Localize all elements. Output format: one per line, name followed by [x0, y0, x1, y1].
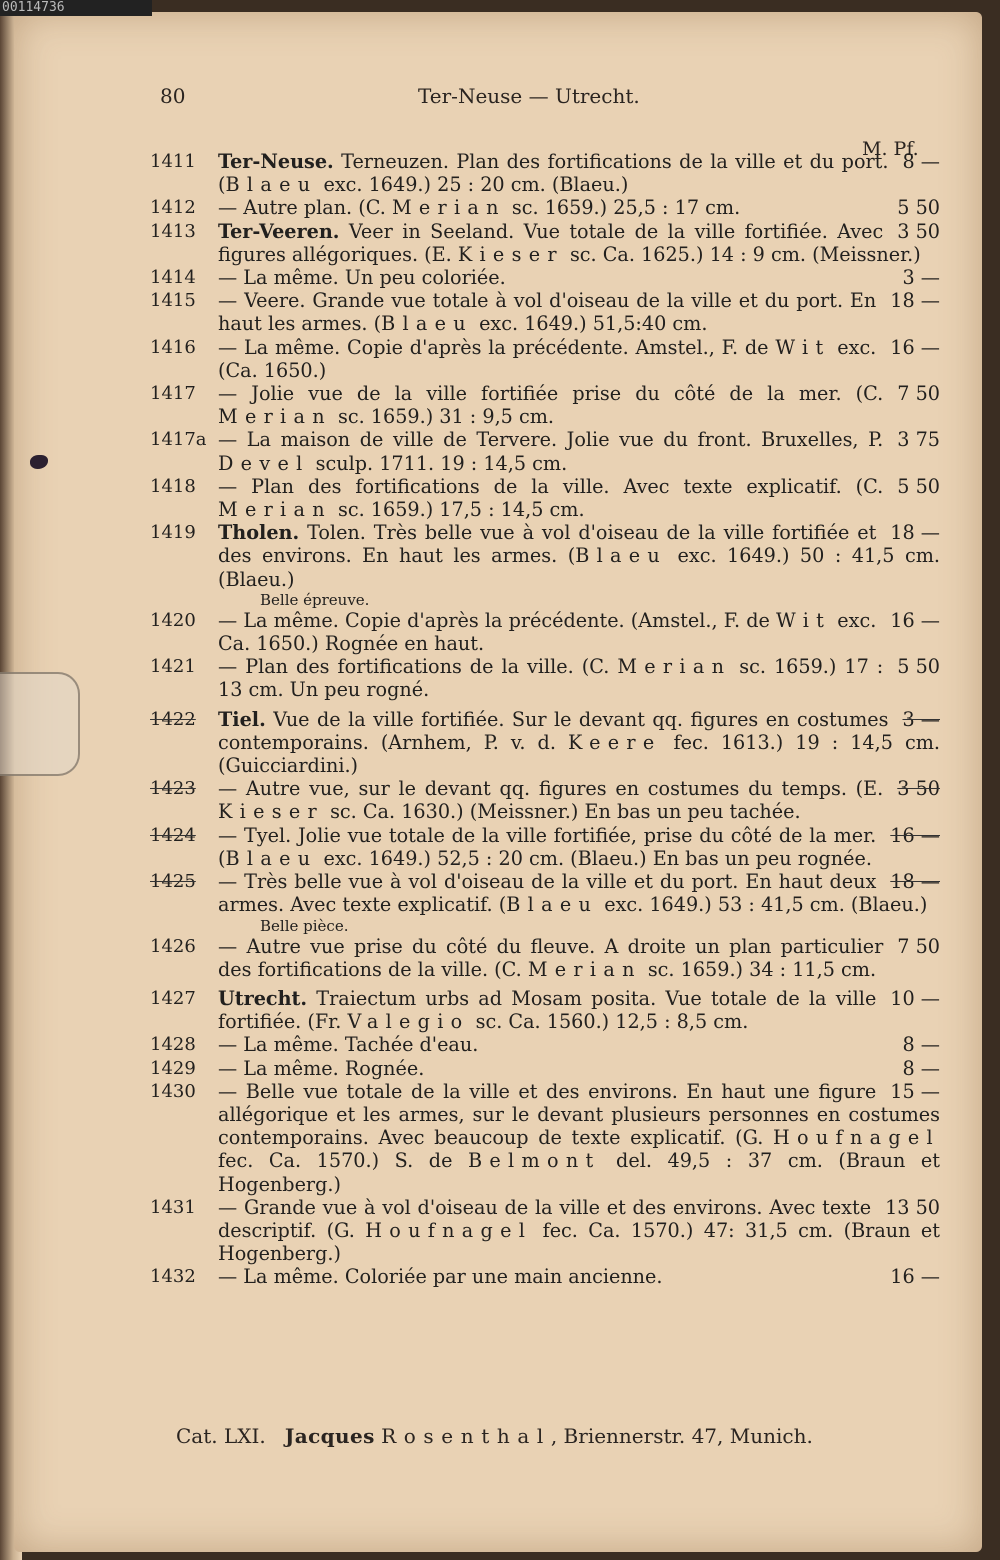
catalog-entry	[150, 609, 940, 655]
entry-text: exc. Ca. 1650.) Rognée en haut.	[218, 608, 877, 656]
entry-description	[218, 870, 940, 916]
entry-description	[218, 655, 940, 701]
entry-number: 1423	[150, 778, 196, 800]
entry-text: — La même. Un peu coloriée.	[218, 266, 506, 290]
entry-heading: Tiel.	[218, 707, 266, 731]
entry-description	[218, 708, 940, 778]
entry-description	[218, 150, 940, 196]
bookmark-clip	[0, 672, 80, 776]
entry-text: fec. 1613.) 19 : 14,5 cm. (Guicciardini.)	[218, 730, 940, 778]
entry-description	[218, 987, 940, 1033]
entry-description	[218, 521, 940, 591]
entry-text: — Autre vue, sur le devant qq. figures en costumes du temps. (E.	[218, 777, 884, 801]
entry-text: — La même. Copie d'après la précédente. Amstel., F. de	[218, 335, 776, 359]
entry-text: exc. 1649.) 25 : 20 cm. (Blaeu.)	[317, 173, 629, 197]
catalog-entry	[150, 777, 940, 823]
entry-text: sc. 1659.) 17,5 : 14,5 cm.	[331, 498, 585, 522]
entry-price: 8 —	[902, 150, 940, 173]
entry-text: fec. Ca. 1570.) S. de	[218, 1149, 468, 1173]
entry-description	[218, 1265, 940, 1288]
entry-text: sc. 1659.) 31 : 9,5 cm.	[331, 405, 555, 429]
entry-number: 1413	[150, 220, 196, 242]
engraver-name: Merian	[218, 498, 332, 522]
catalog-entry	[150, 220, 940, 266]
entry-text: fec. Ca. 1570.) 47: 31,5 cm. (Braun et Hogenberg.)	[218, 1218, 940, 1266]
entry-price: 7 50	[897, 934, 940, 958]
entry-text: — Autre vue prise du côté du fleuve. A droite un plan particulier des fortifications de la ville. (C.	[218, 934, 884, 981]
entry-description	[218, 1080, 940, 1196]
entry-text: — Très belle vue à vol d'oiseau de la ville et du port. En haut deux armes. Avec texte explicatif. (	[218, 870, 877, 917]
engraver-name: Wit	[775, 335, 831, 359]
entry-price: 3 —	[902, 707, 940, 731]
running-title: Ter-Neuse — Utrecht.	[418, 84, 640, 108]
catalog-entry	[150, 428, 940, 474]
entry-number: 1422	[150, 708, 196, 730]
catalog-entry	[150, 521, 940, 609]
entry-text: — Belle vue totale de la ville et des environs. En haut une figure allégorique et les armes, sur le devant plusieurs personnes en costumes contemporains. Avec beaucoup de texte explicatif. (G.	[218, 1079, 940, 1150]
catalog-entry	[150, 289, 940, 335]
entry-text: — Plan des fortifications de la ville. Avec texte explicatif. (C.	[218, 474, 884, 498]
entry-price: 8 —	[902, 1033, 940, 1057]
entry-number: 1418	[150, 475, 196, 497]
catalog-entry	[150, 1033, 940, 1056]
entry-description	[218, 824, 940, 870]
entry-number: 1429	[150, 1057, 196, 1079]
catalog-entries	[150, 150, 940, 1289]
entry-description	[218, 475, 940, 521]
engraver-name: Devel	[218, 451, 310, 475]
entry-text: — Jolie vue de la ville fortifiée prise du côté de la mer. (C.	[218, 382, 884, 406]
entry-number: 1426	[150, 935, 196, 957]
engraver-name: Keere	[567, 730, 662, 754]
engraver-name: Blaeu	[225, 173, 318, 197]
entry-price: 5 50	[897, 196, 940, 220]
entry-number: 1414	[150, 267, 196, 289]
entry-price: 8 —	[902, 1056, 940, 1080]
engraver-name: Blaeu	[225, 846, 318, 870]
entry-description	[218, 1033, 940, 1056]
page-number: 80	[160, 84, 186, 108]
entry-number: 1424	[150, 824, 196, 846]
entry-description	[218, 196, 940, 219]
entry-price: 15 —	[890, 1079, 940, 1103]
entry-number: 1425	[150, 871, 196, 893]
entry-text: — La même. Coloriée par une main ancienne.	[218, 1265, 663, 1289]
entry-price: 5 50	[897, 474, 940, 498]
entry-text: exc. 1649.) 52,5 : 20 cm. (Blaeu.) En bas un peu rognée.	[317, 846, 872, 870]
entry-text: — Autre plan. (C.	[218, 196, 392, 220]
entry-text: Terneuzen. Plan des fortifications de la ville et du port. (	[218, 150, 889, 197]
entry-number: 1427	[150, 987, 196, 1009]
entry-text: del. 49,5 : 37 cm. (Braun et Hogenberg.)	[218, 1149, 940, 1196]
entry-heading: Ter-Neuse.	[218, 150, 334, 173]
entry-description	[218, 289, 940, 335]
currency-header: M. Pf.	[862, 138, 919, 160]
catalog-entry	[150, 935, 940, 981]
entry-text: sc. Ca. 1630.) (Meissner.) En bas un peu tachée.	[323, 800, 801, 824]
catalog-entry	[150, 266, 940, 289]
entry-text: exc. 1649.) 51,5:40 cm.	[472, 312, 708, 336]
engraver-name: Merian	[391, 196, 506, 220]
entry-description	[218, 1057, 940, 1080]
entry-price: 16 —	[890, 335, 940, 359]
catalog-entry	[150, 382, 940, 428]
entry-price: 13 50	[885, 1195, 940, 1219]
entry-number: 1420	[150, 609, 196, 631]
entry-price: 18 —	[890, 289, 940, 313]
catalog-entry	[150, 1265, 940, 1288]
entry-price: 18 —	[890, 870, 940, 894]
entry-number: 1430	[150, 1080, 196, 1102]
entry-number: 1419	[150, 522, 196, 544]
entry-description	[218, 382, 940, 428]
entry-price: 7 50	[897, 382, 940, 406]
scan-id-label: 00114736	[0, 0, 152, 16]
entry-number: 1411	[150, 151, 196, 172]
entry-text: Tolen. Très belle vue à vol d'oiseau de la ville fortifiée et des environs. En haut les armes. (	[218, 521, 877, 568]
entry-text: exc. (Ca. 1650.)	[218, 335, 877, 382]
entry-description	[218, 220, 940, 266]
page-footer	[176, 1424, 936, 1448]
entry-text: sc. 1659.) 34 : 11,5 cm.	[641, 957, 877, 981]
entry-number: 1417a	[150, 429, 207, 451]
engraver-name: Kieser	[218, 800, 324, 824]
entry-price: 3 50	[897, 777, 940, 801]
entry-text: exc. 1649.) 53 : 41,5 cm. (Blaeu.)	[598, 893, 928, 917]
engraver-name: Valegio	[347, 1010, 470, 1034]
dealer-address: , Briennerstr. 47, Munich.	[550, 1424, 813, 1448]
entry-text: — Tyel. Jolie vue totale de la ville fortifiée, prise du côté de la mer. (	[218, 823, 877, 870]
catalog-entry	[150, 1080, 940, 1196]
entry-text: — Grande vue à vol d'oiseau de la ville et des environs. Avec texte descriptif. (G.	[218, 1195, 872, 1242]
page-header	[0, 84, 1000, 110]
entry-number: 1416	[150, 336, 196, 358]
entry-number: 1415	[150, 290, 196, 312]
entry-price: 16 —	[890, 823, 940, 847]
entry-text: sc. Ca. 1560.) 12,5 : 8,5 cm.	[469, 1010, 749, 1034]
catalog-entry	[150, 196, 940, 219]
engraver-name: Blaeu	[506, 893, 599, 917]
entry-note: Belle épreuve.	[260, 590, 370, 609]
entry-text: — Plan des fortifications de la ville. (C.	[218, 655, 618, 679]
entry-text: sc. 1659.) 25,5 : 17 cm.	[505, 196, 741, 220]
catalog-entry	[150, 870, 940, 934]
entry-price: 3 50	[897, 219, 940, 243]
dealer-first-name: Jacques	[284, 1424, 375, 1448]
entry-price: 3 75	[897, 428, 940, 452]
entry-text: sc. 1659.) 17 : 13 cm. Un peu rogné.	[218, 655, 884, 702]
entry-number: 1412	[150, 197, 196, 219]
catalog-entry	[150, 708, 940, 778]
catalog-entry	[150, 1196, 940, 1266]
catalog-entry	[150, 1057, 940, 1080]
catalog-entry	[150, 987, 940, 1033]
entry-description	[218, 428, 940, 474]
engraver-name: Merian	[617, 655, 732, 679]
engraver-name: Houfnagel	[365, 1218, 533, 1242]
engraver-name: Wit	[776, 608, 832, 632]
entry-price: 10 —	[890, 986, 940, 1010]
engraver-name: Houfnagel	[773, 1126, 940, 1150]
entry-number: 1431	[150, 1196, 196, 1218]
entry-text: Vue de la ville fortifiée. Sur le devant qq. figures en costumes contemporains. (Arnhem, P. v. d.	[218, 707, 889, 754]
entry-text: — La même. Tachée d'eau.	[218, 1033, 479, 1057]
catalog-entry	[150, 824, 940, 870]
entry-note: Belle pièce.	[260, 916, 349, 935]
entry-heading: Ter-Veeren.	[218, 219, 340, 243]
engraver-name: Merian	[527, 957, 642, 981]
entry-price: 16 —	[890, 608, 940, 632]
entry-description	[218, 1196, 940, 1266]
entry-text: — Veere. Grande vue totale à vol d'oiseau de la ville et du port. En haut les armes. (	[218, 289, 877, 336]
entry-text: Traiectum urbs ad Mosam posita. Vue totale de la ville fortifiée. (Fr.	[218, 986, 877, 1034]
catalog-number: Cat. LXI.	[176, 1424, 266, 1448]
entry-text: — La maison de ville de Tervere. Jolie vue du front. Bruxelles, P.	[218, 428, 884, 452]
engraver-name: Belmont	[468, 1149, 601, 1173]
entry-description	[218, 266, 940, 289]
engraver-name: Kieser	[457, 242, 564, 266]
entry-text: — La même. Rognée.	[218, 1056, 425, 1080]
entry-description	[218, 777, 940, 823]
engraver-name: Blaeu	[575, 544, 668, 568]
entry-description	[218, 935, 940, 981]
engraver-name: Blaeu	[381, 312, 473, 336]
catalog-entry	[150, 150, 940, 196]
entry-text: Veer in Seeland. Vue totale de la ville fortifiée. Avec figures allégoriques. (E.	[218, 219, 884, 266]
entry-text: exc. 1649.) 50 : 41,5 cm. (Blaeu.)	[218, 544, 940, 591]
entry-number: 1432	[150, 1266, 196, 1288]
dealer-last-name: Rosenthal	[381, 1424, 551, 1448]
catalog-entry	[150, 336, 940, 382]
entry-description	[218, 609, 940, 655]
engraver-name: Merian	[218, 405, 332, 429]
entry-price: 3 —	[902, 266, 940, 290]
entry-price: 5 50	[897, 655, 940, 679]
entry-text: sc. Ca. 1625.) 14 : 9 cm. (Meissner.)	[563, 242, 921, 266]
entry-heading: Utrecht.	[218, 986, 308, 1010]
catalog-entry	[150, 475, 940, 521]
entry-heading: Tholen.	[218, 521, 300, 545]
entry-text: sculp. 1711. 19 : 14,5 cm.	[309, 451, 568, 475]
entry-price: 16 —	[890, 1265, 940, 1289]
entry-number: 1428	[150, 1034, 196, 1056]
entry-number: 1421	[150, 656, 196, 678]
catalog-entry	[150, 655, 940, 701]
entry-number: 1417	[150, 383, 196, 405]
entry-description	[218, 336, 940, 382]
entry-text: — La même. Copie d'après la précédente. (Amstel., F. de	[218, 608, 777, 632]
entry-price: 18 —	[890, 521, 940, 545]
